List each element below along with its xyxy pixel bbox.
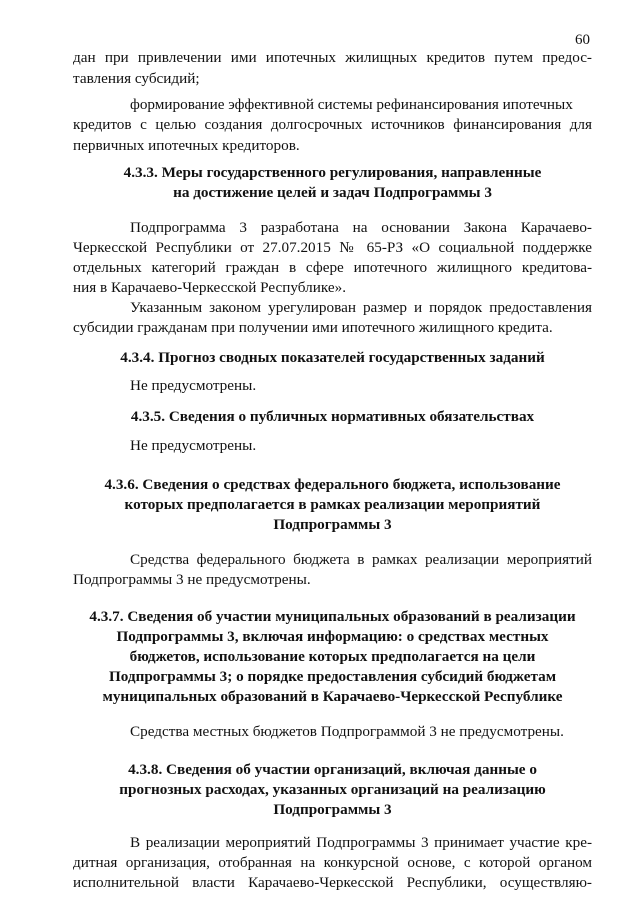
section-heading: бюджетов, использование которых предполагается на цели — [129, 648, 536, 665]
paragraph-line: Указанным законом урегулирован размер и порядок предоставления — [130, 299, 592, 316]
section-heading: Подпрограммы 3, включая информацию: о средствах местных — [116, 628, 549, 645]
paragraph-line: Не предусмотрены. — [130, 377, 257, 394]
section-heading: прогнозных расходах, указанных организаций на реализацию — [119, 781, 546, 798]
paragraph-line: дитная организация, отобранная на конкурсной основе, с которой органом — [73, 854, 592, 871]
section-heading: Подпрограммы 3 — [273, 516, 392, 533]
paragraph-line: формирование эффективной системы рефинансирования ипотечных — [130, 96, 573, 113]
section-heading: Подпрограммы 3 — [273, 801, 392, 818]
section-heading: 4.3.5. Сведения о публичных нормативных обязательствах — [130, 408, 535, 425]
section-heading: которых предполагается в рамках реализации мероприятий — [124, 496, 541, 513]
paragraph-line: Не предусмотрены. — [130, 437, 257, 454]
section-heading: 4.3.4. Прогноз сводных показателей государственных заданий — [120, 349, 545, 366]
paragraph-line: отдельных категорий граждан в сфере ипотечного жилищного кредитова- — [73, 259, 592, 276]
paragraph-line: Средства федерального бюджета в рамках реализации мероприятий — [130, 551, 592, 568]
paragraph-line: тавления субсидий; — [73, 70, 200, 87]
paragraph-line: кредитов с целью создания долгосрочных источников финансирования для — [73, 116, 592, 133]
section-heading: на достижение целей и задач Подпрограммы 3 — [173, 184, 492, 201]
paragraph-line: субсидии гражданам при получении ими ипотечного жилищного кредита. — [73, 319, 553, 336]
paragraph-line: исполнительной власти Карачаево-Черкесской Республики, осуществляю- — [73, 874, 592, 891]
page-number: 60 — [575, 32, 590, 48]
section-heading: Подпрограммы 3; о порядке предоставления субсидий бюджетам — [108, 668, 557, 685]
paragraph-line: ния в Карачаево-Черкесской Республике». — [73, 279, 346, 296]
section-heading: 4.3.7. Сведения об участии муниципальных образований в реализации — [89, 608, 576, 625]
paragraph-line: Черкесской Республики от 27.07.2015 № 65-РЗ «О социальной поддержке — [73, 239, 592, 256]
section-heading: 4.3.8. Сведения об участии организаций, включая данные о — [128, 761, 537, 778]
paragraph-line: первичных ипотечных кредиторов. — [73, 137, 300, 154]
section-heading: 4.3.3. Меры государственного регулирования, направленные — [123, 164, 542, 181]
paragraph-line: Подпрограммы 3 не предусмотрены. — [73, 571, 311, 588]
section-heading: 4.3.6. Сведения о средствах федерального бюджета, использование — [104, 476, 561, 493]
paragraph-line: В реализации мероприятий Подпрограммы 3 принимает участие кре- — [130, 834, 592, 851]
paragraph-line: Средства местных бюджетов Подпрограммой 3 не предусмотрены. — [130, 723, 564, 740]
section-heading: муниципальных образований в Карачаево-Черкесской Республике — [102, 688, 563, 705]
paragraph-line: дан при привлечении ими ипотечных жилищных кредитов путем предос- — [73, 49, 592, 66]
paragraph-line: Подпрограмма 3 разработана на основании Закона Карачаево- — [130, 219, 592, 236]
